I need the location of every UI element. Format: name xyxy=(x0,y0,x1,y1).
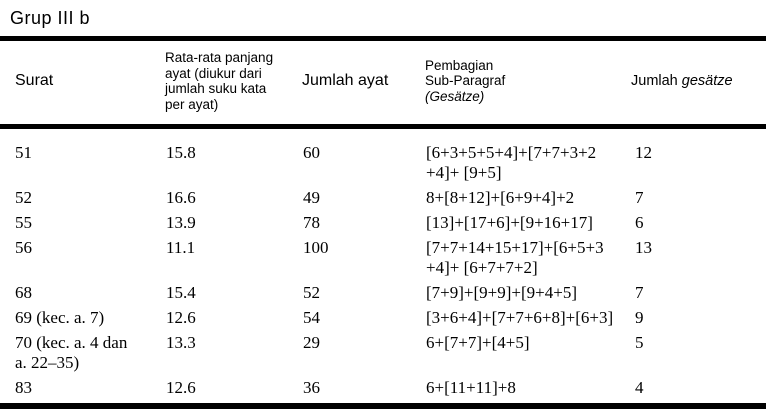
cell-line: 56 xyxy=(15,238,32,257)
table-row xyxy=(0,378,766,406)
header-line: per ayat) xyxy=(165,96,219,112)
cell-line: 51 xyxy=(15,143,32,162)
cell-line: [7+7+14+15+17]+[6+5+3 xyxy=(426,238,604,257)
header-row xyxy=(0,39,766,127)
cell-surat xyxy=(0,308,165,333)
cell-surat xyxy=(0,188,165,213)
cell-rata-rata: 13.3 xyxy=(166,333,196,352)
cell-surat xyxy=(0,283,165,308)
cell-line: [3+6+4]+[7+7+6+8]+[6+3] xyxy=(426,308,614,327)
cell-jumlah-ayat: 100 xyxy=(303,238,329,257)
table-body xyxy=(0,127,766,407)
cell-line: 8+[8+12]+[6+9+4]+2 xyxy=(426,188,575,207)
cell-jumlah-ayat: 60 xyxy=(303,143,320,162)
cell-jumlah-ayat: 54 xyxy=(303,308,320,327)
cell-rata-rata: 13.9 xyxy=(166,213,196,232)
table-header xyxy=(0,39,766,127)
page-title: Grup III b xyxy=(10,8,91,28)
cell-line: 55 xyxy=(15,213,32,232)
header-line: Sub-Paragraf xyxy=(425,73,506,89)
table-row xyxy=(0,283,766,308)
cell-line: 6+[11+11]+8 xyxy=(426,378,516,397)
cell-jumlah-ayat: 36 xyxy=(303,378,320,397)
cell-pembagian xyxy=(425,213,631,238)
table-row xyxy=(0,333,766,378)
cell-pembagian xyxy=(425,283,631,308)
cell-jumlah-ayat: 78 xyxy=(303,213,320,232)
cell-jumlah-gesatze: 9 xyxy=(635,308,644,327)
cell-line: [7+9]+[9+9]+[9+4+5] xyxy=(426,283,577,302)
cell-pembagian xyxy=(425,238,631,283)
cell-pembagian xyxy=(425,333,631,378)
header-line: ayat (diukur dari xyxy=(165,65,262,81)
cell-jumlah-gesatze: 13 xyxy=(635,238,652,257)
cell-pembagian xyxy=(425,127,631,189)
column-header-pembagian xyxy=(425,39,631,127)
cell-jumlah-gesatze: 4 xyxy=(635,378,644,397)
cell-surat xyxy=(0,213,165,238)
cell-line: a. 22–35) xyxy=(15,353,80,372)
column-header-jumlah-ayat: Jumlah ayat xyxy=(302,39,425,127)
cell-rata-rata: 15.4 xyxy=(166,283,196,302)
header-text-italic: gesätze xyxy=(681,73,733,89)
cell-line: 68 xyxy=(15,283,32,302)
column-header-jumlah-gesatze xyxy=(631,39,766,127)
cell-pembagian xyxy=(425,188,631,213)
cell-jumlah-ayat: 52 xyxy=(303,283,320,302)
cell-line: [6+3+5+5+4]+[7+7+3+2 xyxy=(426,143,597,162)
table-row xyxy=(0,127,766,189)
cell-surat xyxy=(0,333,165,378)
cell-line: 69 (kec. a. 7) xyxy=(15,308,105,327)
column-header-surat: Surat xyxy=(0,39,165,127)
cell-surat xyxy=(0,238,165,283)
cell-surat xyxy=(0,127,165,189)
header-line: Rata-rata panjang xyxy=(165,50,274,65)
cell-jumlah-ayat: 49 xyxy=(303,188,320,207)
cell-surat xyxy=(0,378,165,406)
header-line: jumlah suku kata xyxy=(165,81,267,96)
cell-rata-rata: 12.6 xyxy=(166,308,196,327)
cell-jumlah-gesatze: 6 xyxy=(635,213,644,232)
header-line: Pembagian xyxy=(425,57,494,73)
cell-line: 52 xyxy=(15,188,32,207)
cell-jumlah-ayat: 29 xyxy=(303,333,320,352)
cell-line: 70 (kec. a. 4 dan xyxy=(15,333,128,352)
cell-jumlah-gesatze: 7 xyxy=(635,188,644,207)
cell-pembagian xyxy=(425,308,631,333)
cell-jumlah-gesatze: 5 xyxy=(635,333,644,352)
header-text: Jumlah xyxy=(631,73,682,89)
table-row xyxy=(0,213,766,238)
cell-rata-rata: 15.8 xyxy=(166,143,196,162)
header-line-italic: (Gesätze) xyxy=(425,88,485,104)
cell-jumlah-gesatze: 7 xyxy=(635,283,644,302)
table-row xyxy=(0,238,766,283)
cell-line: +4]+ [6+7+7+2] xyxy=(426,258,538,277)
cell-line: 83 xyxy=(15,378,32,397)
table-row xyxy=(0,188,766,213)
data-table xyxy=(0,36,766,409)
cell-rata-rata: 12.6 xyxy=(166,378,196,397)
cell-line: [13]+[17+6]+[9+16+17] xyxy=(426,213,593,232)
cell-line: 6+[7+7]+[4+5] xyxy=(426,333,530,352)
column-header-rata-rata xyxy=(165,39,302,127)
cell-line: +4]+ [9+5] xyxy=(426,163,502,182)
table-row xyxy=(0,308,766,333)
cell-rata-rata: 11.1 xyxy=(166,238,196,257)
cell-rata-rata: 16.6 xyxy=(166,188,196,207)
cell-pembagian xyxy=(425,378,631,406)
cell-jumlah-gesatze: 12 xyxy=(635,143,652,162)
